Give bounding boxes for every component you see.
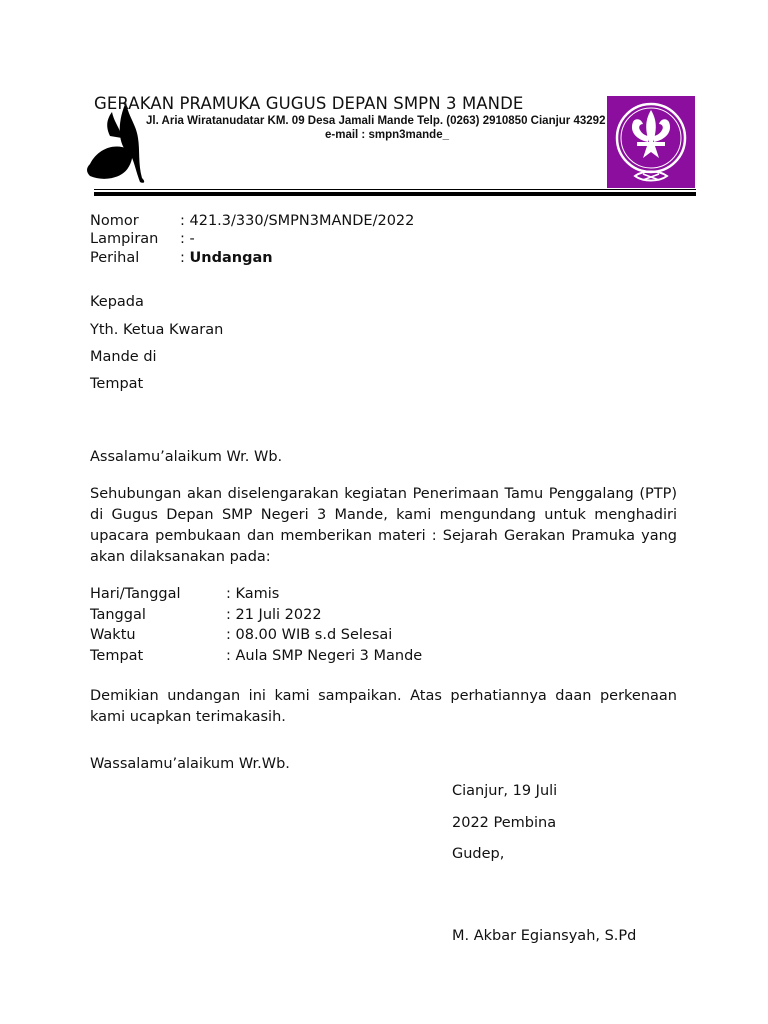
signature-line-3: Gudep, xyxy=(452,846,505,862)
tanggal-value: : 21 Juli 2022 xyxy=(226,607,322,623)
lampiran-value: : - xyxy=(180,231,195,247)
perihal-label: Perihal xyxy=(90,250,140,266)
hari-value: : Kamis xyxy=(226,586,280,602)
recipient-line-2: Yth. Ketua Kwaran xyxy=(90,322,224,338)
perihal-value: Undangan xyxy=(189,250,273,266)
perihal-colon: : xyxy=(180,250,190,266)
waktu-label: Waktu xyxy=(90,627,136,643)
detail-tempat xyxy=(90,648,422,664)
waktu-value: : 08.00 WIB s.d Selesai xyxy=(226,627,393,643)
letterhead-email: e-mail : smpn3mande_ xyxy=(325,129,449,141)
recipient-line-3: Mande di xyxy=(90,349,157,365)
detail-tanggal xyxy=(90,607,322,623)
scout-fleur-de-lis-emblem xyxy=(607,96,695,188)
recipient-line-4: Tempat xyxy=(90,376,144,392)
lampiran-row xyxy=(90,231,195,247)
perihal-row xyxy=(90,250,273,266)
tanggal-label: Tanggal xyxy=(90,607,146,623)
hari-label: Hari/Tanggal xyxy=(90,586,181,602)
signature-line-2: 2022 Pembina xyxy=(452,815,557,831)
detail-waktu xyxy=(90,627,392,643)
header-divider xyxy=(94,192,696,196)
tempat-value: : Aula SMP Negeri 3 Mande xyxy=(226,648,423,664)
salutation: Wassalamu’alaikum Wr.Wb. xyxy=(90,756,290,772)
nomor-row xyxy=(90,213,414,229)
lampiran-label: Lampiran xyxy=(90,231,159,247)
greeting: Assalamu’alaikum Wr. Wb. xyxy=(90,449,283,465)
detail-hari xyxy=(90,586,279,602)
nomor-value: : 421.3/330/SMPN3MANDE/2022 xyxy=(180,213,415,229)
header-divider-thin xyxy=(94,189,696,190)
body-paragraph: Sehubungan akan diselengarakan kegiatan Penerimaan Tamu Penggalang (PTP) di Gugus Depan SMP Negeri 3 Mande, kami mengundang untuk menghadiri upacara pembukaan dan memberikan materi : Sejarah Gerakan Pramuka yang akan dilaksanakan pada: xyxy=(90,486,677,565)
letterhead-address: Jl. Aria Wiratanudatar KM. 09 Desa Jamali Mande Telp. (0263) 2910850 Cianjur 43292 xyxy=(146,115,606,127)
nomor-label: Nomor xyxy=(90,213,139,229)
signature-line-1: Cianjur, 19 Juli xyxy=(452,783,558,799)
closing-paragraph: Demikian undangan ini kami sampaikan. Atas perhatiannya daan perkenaan kami ucapkan terimakasih. xyxy=(90,688,677,725)
letterhead-title: GERAKAN PRAMUKA GUGUS DEPAN SMPN 3 MANDE xyxy=(94,94,524,113)
signatory-name: M. Akbar Egiansyah, S.Pd xyxy=(452,928,637,944)
recipient-line-1: Kepada xyxy=(90,294,144,310)
tempat-label: Tempat xyxy=(90,648,144,664)
